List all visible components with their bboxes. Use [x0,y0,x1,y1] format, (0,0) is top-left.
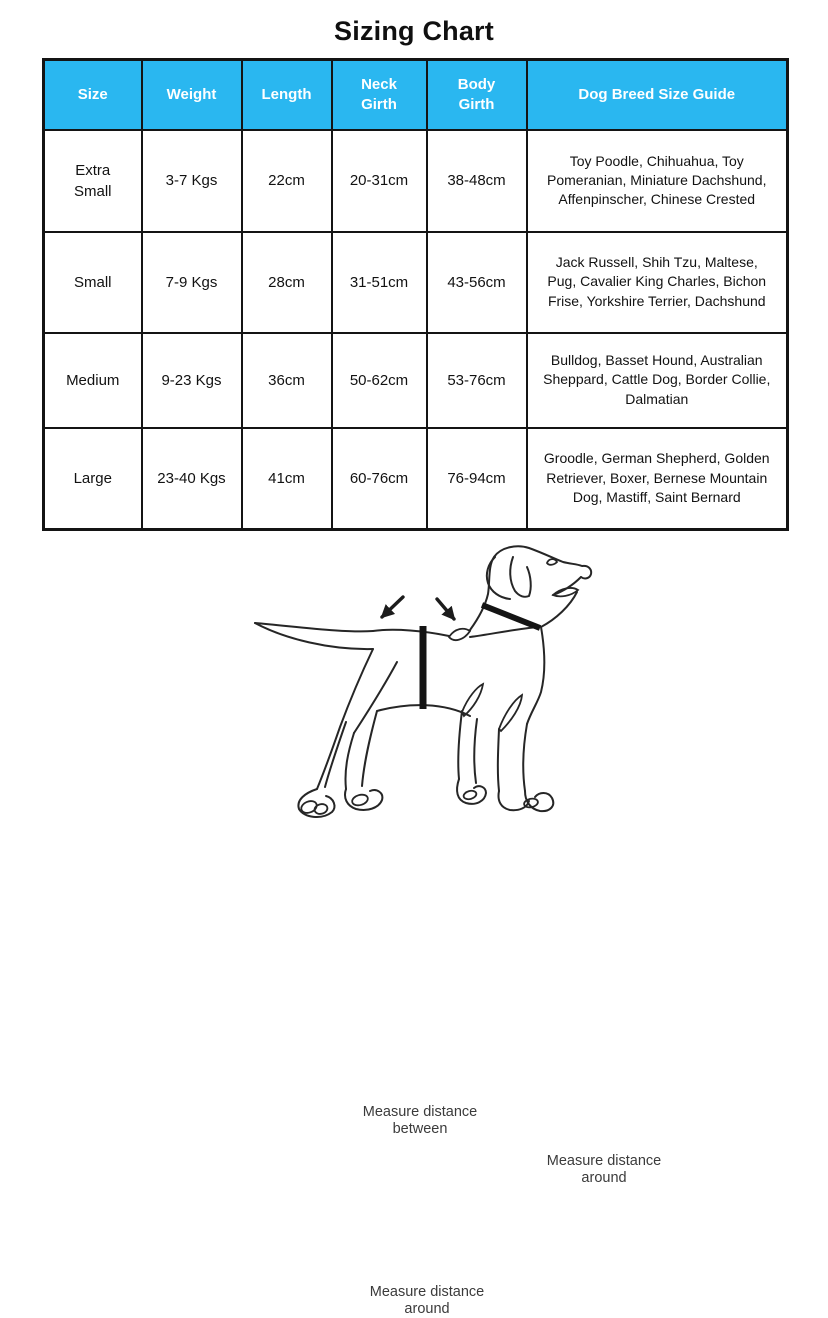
length-cell: 36cm [242,333,332,428]
size-cell: Small [44,232,142,333]
table-row-large [44,428,788,530]
neck-girth-cell: 50-62cm [332,333,427,428]
header-row [44,60,788,130]
weight-cell: 9-23 Kgs [142,333,242,428]
breeds-cell: Bulldog, Basset Hound, Australian Sheppard, Cattle Dog, Border Collie, Dalmatian [527,333,788,428]
weight-cell: 23-40 Kgs [142,428,242,530]
column-header-size: Size [44,60,142,130]
neck-girth-cell: 31-51cm [332,232,427,333]
length-cell: 22cm [242,130,332,232]
neck-girth-strap-line [482,605,540,628]
table-row-extra-small [44,130,788,232]
table-row-small [44,232,788,333]
body-girth-cell: 43-56cm [427,232,527,333]
arrow-left-icon [382,597,403,617]
column-header-neck-girth: Neck Girth [332,60,427,130]
arrow-right-icon [437,599,454,619]
breeds-cell: Toy Poodle, Chihuahua, Toy Pomeranian, Miniature Dachshund, Affenpinscher, Chinese Crested [527,130,788,232]
breeds-cell: Groodle, German Shepherd, Golden Retriever, Boxer, Bernese Mountain Dog, Mastiff, Saint Bernard [527,428,788,530]
measurement-diagram [0,540,828,1317]
size-cell: Extra Small [44,130,142,232]
sizing-table [42,58,789,531]
column-header-length: Length [242,60,332,130]
column-header-body-girth: Body Girth [427,60,527,130]
length-cell: 28cm [242,232,332,333]
body-girth-cell: 76-94cm [427,428,527,530]
table-row-medium [44,333,788,428]
note-measure-around-body: Measure distance around [369,1284,485,1317]
note-measure-between: Measure distance between [362,1104,478,1137]
body-girth-cell: 38-48cm [427,130,527,232]
body-girth-cell: 53-76cm [427,333,527,428]
page-title: Sizing Chart [334,16,494,46]
size-cell: Medium [44,333,142,428]
neck-girth-cell: 20-31cm [332,130,427,232]
neck-girth-cell: 60-76cm [332,428,427,530]
size-cell: Large [44,428,142,530]
dog-line-drawing-icon [0,540,828,826]
weight-cell: 3-7 Kgs [142,130,242,232]
weight-cell: 7-9 Kgs [142,232,242,333]
column-header-breed-guide: Dog Breed Size Guide [527,60,788,130]
column-header-weight: Weight [142,60,242,130]
note-measure-around-neck: Measure distance around [546,1153,662,1186]
breeds-cell: Jack Russell, Shih Tzu, Maltese, Pug, Cavalier King Charles, Bichon Frise, Yorkshire Terrier, Dachshund [527,232,788,333]
length-cell: 41cm [242,428,332,530]
